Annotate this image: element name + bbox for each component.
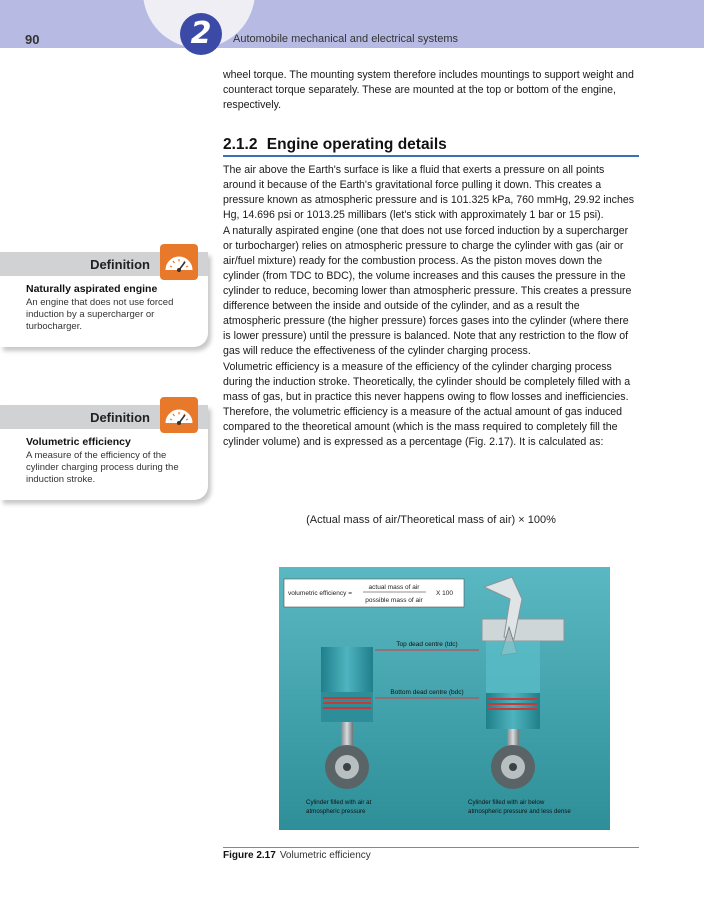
definition-box [0,252,208,347]
left-cylinder [321,647,373,692]
definition-term: Volumetric efficiency [26,436,131,448]
figure-caption [223,850,371,861]
chapter-number: 2 [180,13,222,55]
definition-title: Definition [90,410,150,425]
figure-numerator: actual mass of air [368,584,420,591]
figure-illustration [279,567,610,830]
right-caption-line-2: atmospheric pressure and less dense [468,808,571,815]
definition-box [0,405,208,500]
figure-caption-label: Figure 2.17 [223,850,276,861]
definition-term: Naturally aspirated engine [26,283,158,295]
section-title: Engine operating details [266,136,447,153]
figure-multiplier: X 100 [436,590,453,597]
definition-header [0,252,208,276]
paragraph: The air above the Earth's surface is like a fluid that exerts a pressure on all points around it because of the Earth's gravitational force pulling it down. This creates a pressure known as atmospheric pressure and is 101.325 kPa, 760 mmHg, 29.92 inches Hg, 14.696 psi or 1013.25 millibars (let's stick with approximately 1 bar or 15 psi). [223,164,635,221]
tdc-label: Top dead centre (tdc) [396,641,458,648]
figure-denominator: possible mass of air [365,597,423,604]
figure-caption-rule [223,847,639,848]
volumetric-efficiency-figure [279,567,610,830]
bdc-label: Bottom dead centre (bdc) [390,689,464,696]
left-caption-line-2: atmospheric pressure [306,808,366,815]
left-caption-line-1: Cylinder filled with air at [306,799,372,806]
paragraph: Volumetric efficiency is a measure of the efficiency of the cylinder charging process during the induction stroke. Theoretically, the cylinder should be completely filled with a mass of gas, but in practice this never happens owing to flow losses and inefficiencies. Therefore, the volumetric efficiency is a measure of the actual amount of gas induced compared to the theoretical amount (which is the mass required to completely fill the cylinder volume) and is expressed as a percentage (Fig. 2.17). It is calculated as: [223,361,631,448]
cylinder-head [482,619,564,641]
efficiency-formula: (Actual mass of air/Theoretical mass of air) × 100% [306,514,556,526]
figure-formula-label: volumetric efficiency = [288,590,353,597]
paragraph: A naturally aspirated engine (one that does not use forced induction by a supercharger or turbocharger) relies on atmospheric pressure to charge the cylinder with gas (air or air/fuel mixture) ready for the combustion process. As the piston moves down the cylinder (from TDC to BDC), the volume increases and this causes the pressure in the cylinder to reduce, becoming lower than atmospheric pressure. This creates a pressure difference between the inside and outside of the cylinder, and as a result the atmospheric pressure (the higher pressure) forces gases into the cylinder (where there is lower pressure) until the pressure is balanced. Note that any restriction to the flow of gas will reduce the effectiveness of the cylinder charging process. [223,225,632,357]
section-heading [223,137,639,157]
section-number: 2.1.2 [223,136,258,153]
gauge-icon [160,397,198,433]
intro-paragraph: wheel torque. The mounting system therefore includes mountings to support weight and counteract torque separately. These are mounted at the top or bottom of the engine, respectively. [223,69,634,111]
definition-header [0,405,208,429]
page-number: 90 [25,32,40,47]
right-cylinder [486,641,540,693]
definition-title: Definition [90,257,150,272]
definition-text: A measure of the efficiency of the cylinder charging process during the induction stroke. [26,450,179,485]
main-text-column [223,68,639,451]
running-head: Automobile mechanical and electrical systems [233,33,458,45]
definition-text: An engine that does not use forced induction by a supercharger or turbocharger. [26,297,174,332]
right-caption-line-1: Cylinder filled with air below [468,799,545,806]
figure-caption-text: Volumetric efficiency [279,850,371,861]
gauge-icon [160,244,198,280]
